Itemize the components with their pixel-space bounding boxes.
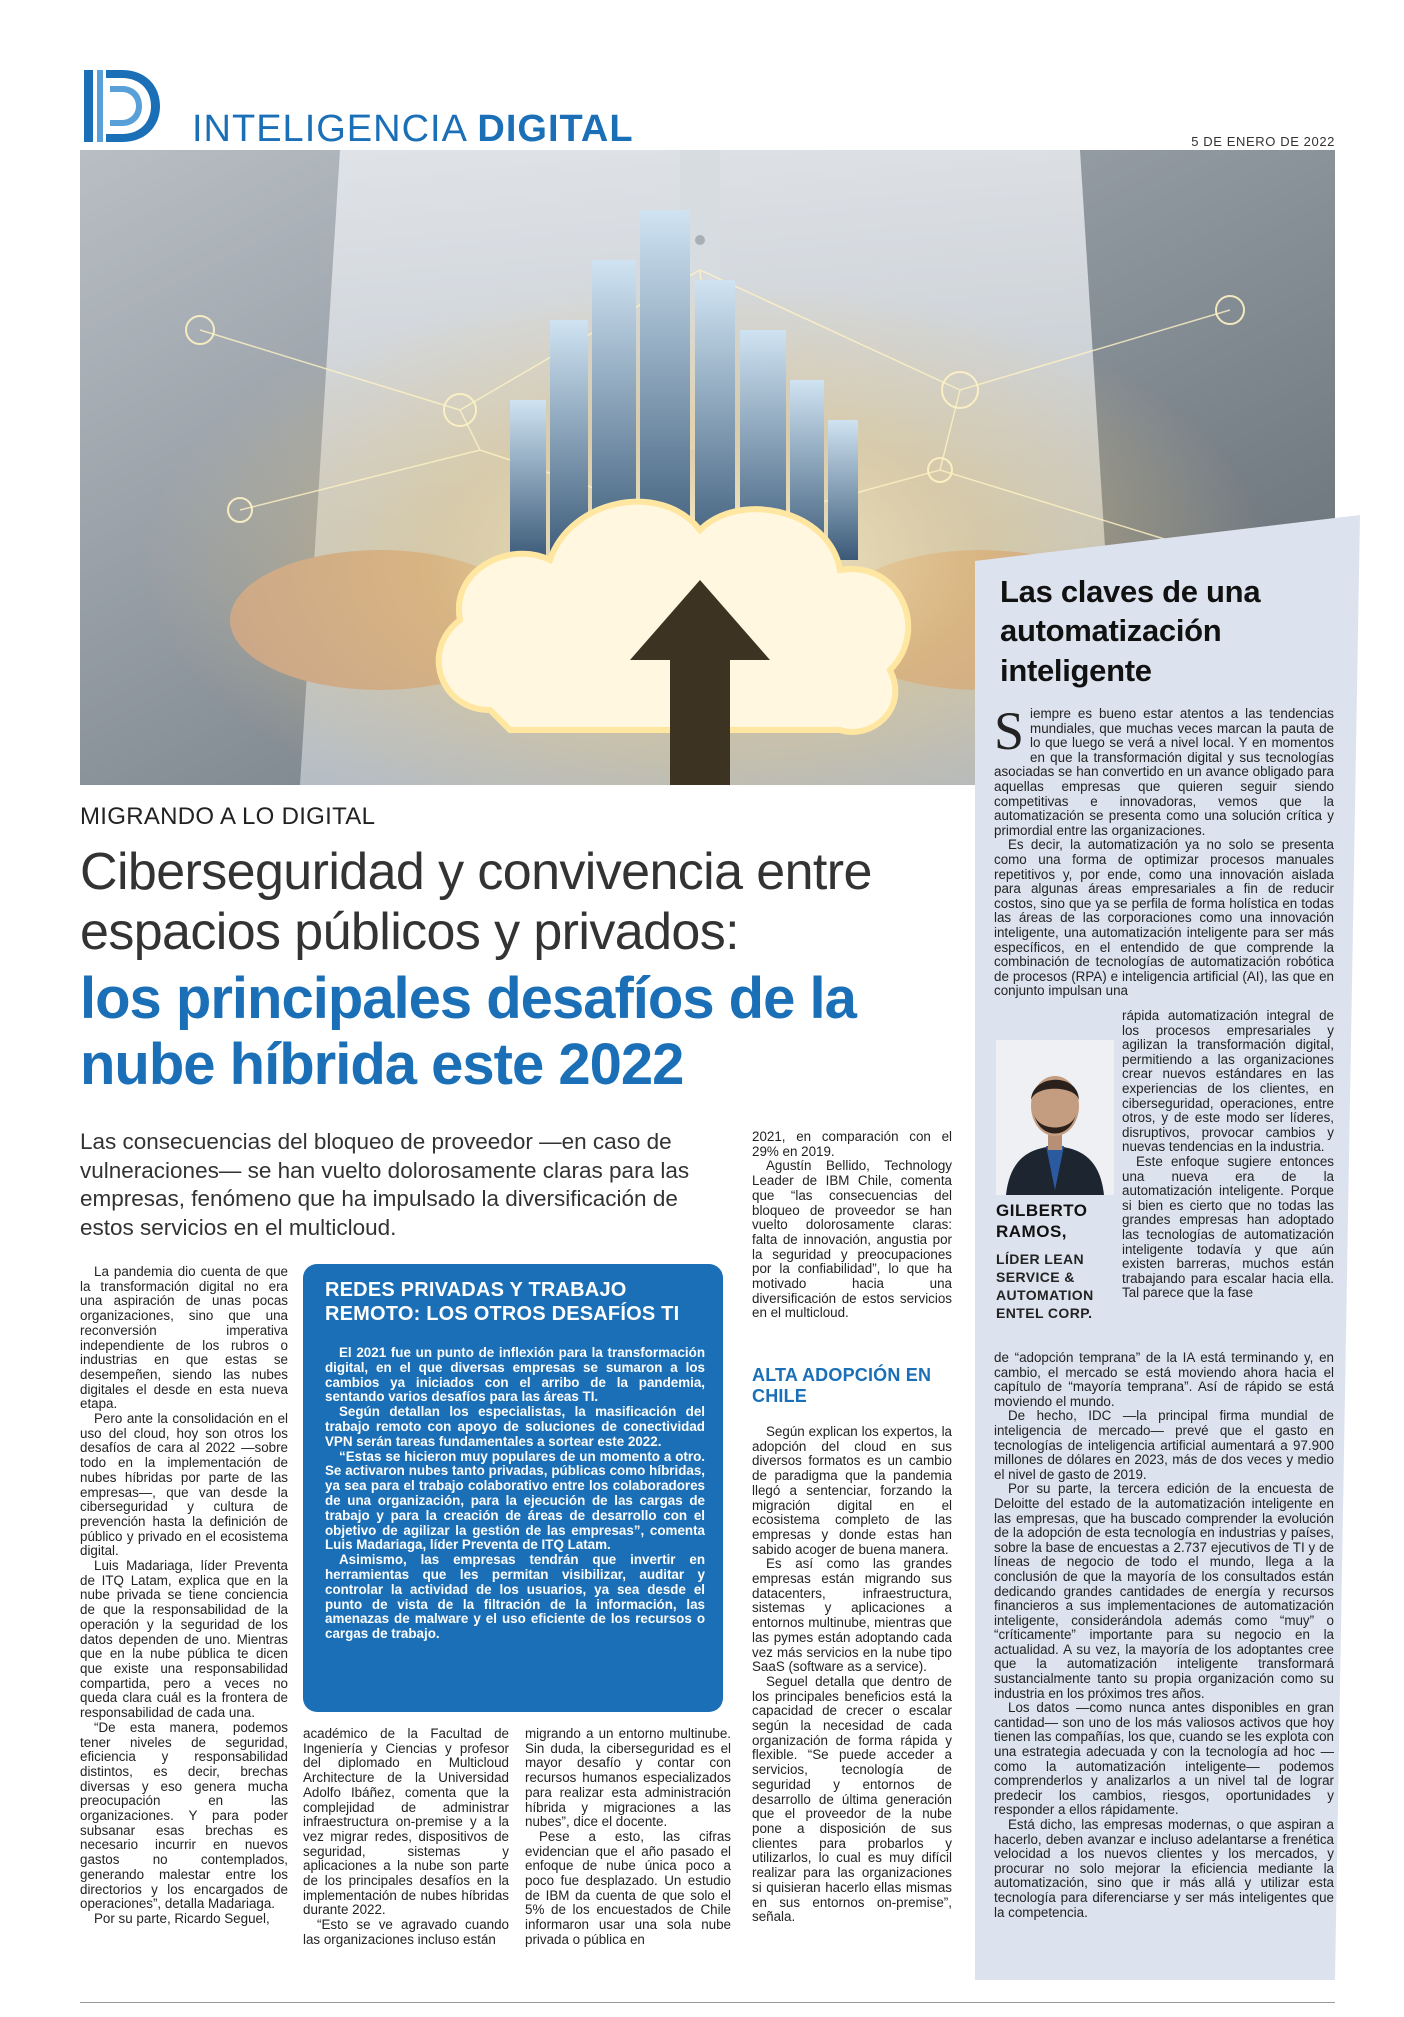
issue-date: 5 DE ENERO DE 2022 <box>1191 134 1335 149</box>
article-kicker: MIGRANDO A LO DIGITAL <box>80 803 376 830</box>
author-role: LÍDER LEAN SERVICE & AUTOMATION ENTEL CORP. <box>996 1251 1094 1321</box>
article-paragraph: La pandemia dio cuenta de que la transformación digital no era una aspiración de unas pocas organizaciones, sino que una reconversión imperativa independiente de los rubros o industrias en que estas se desempeñen, siendo las nubes digitales el desde en esta nueva etapa. <box>80 1264 288 1412</box>
sidebar-text-block-2 <box>1122 1009 1334 1301</box>
article-column-1 <box>80 1265 288 1927</box>
author-photo <box>996 1040 1114 1195</box>
sidebar-paragraph: Este enfoque sugiere entonces una nueva era de la automatización inteligente. Porque si bien es cierto que no todas las grandes empresas han adoptado las tecnologías de automatización inteligente todavía y que aún existen barreras, muchos están trabajando para escalar hacia ella. Tal parece que la fase <box>1122 1153 1334 1301</box>
publication-brand <box>192 108 634 151</box>
sidebar-paragraph: Por su parte, la tercera edición de la encuesta de Deloitte del estado de la automatización inteligente en las empresas, que ha buscado comprender la evolución de la adopción de esta tecnología en industrias y países, sobre la base de encuestas a 2.737 ejecutivos de TI y de líneas de negocio de todo el mundo, llega a la conclusión de que la mayoría de los consultados están dedicando grandes cantidades de energía y recursos financieros a sus implementaciones de automatización inteligente, considerándola además como “muy” o “críticamente” importante para su negocio en la actualidad. A su vez, la mayoría de los adoptantes cree que la automatización inteligente transformará sustancialmente tanto su propia organización como su industria en los próximos tres años. <box>994 1481 1334 1701</box>
headline-light: Ciberseguridad y convivencia entre espacios públicos y privados: <box>80 843 872 961</box>
logo <box>80 64 164 148</box>
article-paragraph: académico de la Facultad de Ingeniería y Ciencias y profesor del diplomado en Multicloud Architecture de la Universidad Adolfo Ibáñez, comenta que la complejidad de administrar infraestructura on-premise y a la vez migrar redes, dispositivos de seguridad, sistemas y aplicaciones a la nube son parte de los principales desafíos en la implementación de nubes híbridas durante 2022. <box>303 1726 509 1918</box>
sidebar-paragraph: De hecho, IDC —la principal firma mundial de inteligencia de mercado— prevé que el gasto en tecnologías de inteligencia artificial aumentará a 97.900 millones de dólares en 2023, más de dos veces y medio el nivel de gasto de 2019. <box>994 1408 1334 1482</box>
brand-bold-text: DIGITAL <box>477 108 634 150</box>
brand-light-text: INTELIGENCIA <box>192 108 478 150</box>
sidebar-paragraph: Está dicho, las empresas modernas, o que aspiran a hacerlo, deben avanzar e incluso adelantarse a frenética velocidad a los nuevos clientes y los mercados, y procurar no solo mejorar la eficiencia mediante la automatización, sino que ir más allá y utilizar esta tecnología para diferenciarse y ser más inteligentes que la competencia. <box>994 1817 1334 1920</box>
article-paragraph: migrando a un entorno multinube. Sin duda, la ciberseguridad es el mayor desafío y contar con recursos humanos especializados para realizar esta administración híbrida y migraciones a las nubes”, dice el docente. <box>525 1726 731 1830</box>
article-column-4-continued <box>752 1425 952 1925</box>
subheading-alta-adopcion: ALTA ADOPCIÓN EN CHILE <box>752 1365 932 1406</box>
sidebar-title: Las claves de una automatización inteligente <box>1000 574 1261 688</box>
box-paragraph: Según detallan los especialistas, la masificación del trabajo remoto con apoyo de soluciones de conectividad VPN serán tareas fundamentales a sortear este 2022. <box>325 1404 705 1449</box>
box-paragraph: El 2021 fue un punto de inflexión para la transformación digital, en el que diversas empresas se sumaron a los cambios ya iniciados con el arribo de la pandemia, sentando varios desafíos para las áreas TI. <box>325 1345 705 1405</box>
article-paragraph: 2021, en comparación con el 29% en 2019. <box>752 1129 952 1159</box>
article-lead: Las consecuencias del bloqueo de proveedor —en caso de vulneraciones— se han vuelto dolorosamente claras para las empresas, fenómeno que ha impulsado la diversificación de estos servicios en el multicloud. <box>80 1129 690 1240</box>
sidebar-text-block-3 <box>994 1351 1334 1920</box>
article-column-2 <box>303 1727 509 1948</box>
sidebar-paragraph: Es decir, la automatización ya no solo se presenta como una forma de optimizar procesos manuales repetitivos y, por ende, como una innovación aislada para algunas áreas empresariales a fin de reducir costos, sino que ya se perfila de forma holística en todas las áreas de las corporaciones como una innovación inteligente, una automatización inteligente para ser más específicos, en el entendido de que comprende la combinación de tecnologías de automatización robótica de procesos (RPA) e inteligencia artificial (AI), las que en conjunto impulsan una <box>994 837 1334 999</box>
sidebar-paragraph: de “adopción temprana” de la IA está terminando y, en cambio, el mercado se está moviendo ahora hacia el capítulo de “mayoría temprana”. Así de rápido se está moviendo el mundo. <box>994 1350 1334 1409</box>
article-paragraph: Según explican los expertos, la adopción del cloud en sus diversos formatos es un cambio de paradigma que la pandemia llegó a sentenciar, forzando la migración digital en el ecosistema completo de las empresas y donde estas han sabido acoger de buena manera. <box>752 1424 952 1557</box>
article-paragraph: Es así como las grandes empresas están migrando sus datacenters, infraestructura, sistemas y aplicaciones a entornos multinube, mientras que las pymes están adoptando cada vez más servicios en la nube tipo SaaS (software as a service). <box>752 1556 952 1675</box>
sidebar-paragraph-text: iempre es bueno estar atentos a las tendencias mundiales, que muchas veces marcan la pauta de lo que luego se verá a nivel local. Y en momentos en que la transformación digital y sus tecnologías asociadas se han convertido en un avance obligado para aquellas empresas que quieren seguir siendo competitivas e innovadoras, vemos que la automatización se presenta como una solución crítica y primordial entre las organizaciones. <box>994 706 1334 838</box>
sidebar-paragraph: Los datos —como nunca antes disponibles en gran cantidad— son uno de los más valiosos activos que hoy tienen las compañías, los que, cuando se les explota con una estrategia adecuada y con la tecnología ad hoc —como la automatización inteligente— podemos comprenderlos y analizarlos a un nivel tal de lograr predecir los cambios, riesgos, oportunidades y responder a ellos rápidamente. <box>994 1700 1334 1818</box>
article-paragraph: Seguel detalla que dentro de los principales beneficios está la capacidad de crecer o escalar según la necesidad de cada organización de forma rápida y flexible. “Se puede acceder a servicios, tecnología de seguridad y entornos de desarrollo de última generación que el proveedor de la nube pone a disposición de sus clientes para probarlos y utilizarlos, lo cual es muy difícil realizar para las organizaciones si quisieran hacerlo ellas mismas en sus entornos on-premise”, señala. <box>752 1673 952 1925</box>
article-paragraph: Agustín Bellido, Technology Leader de IBM Chile, comenta que “las consecuencias del bloqueo de proveedor se han vuelto dolorosamente claras: falta de innovación, angustia por la seguridad y preocupaciones por la confiabilidad”, lo que ha motivado hacia una diversificación de estos servicios en el multicloud. <box>752 1158 952 1321</box>
article-column-4 <box>752 1130 952 1321</box>
dropcap: S <box>994 701 1025 761</box>
article-paragraph: Pero ante la consolidación en el uso del cloud, hoy son otros los desafíos de cara al 2022 —sobre todo en la implementación de nubes híbridas por parte de las empresas—, que van desde la ciberseguridad y cultura de prevención hasta la definición de público y privado en el ecosistema digital. <box>80 1411 288 1559</box>
article-paragraph: Pese a esto, las cifras evidencian que el año pasado el enfoque de nube única poco a poco fue desplazado. Un estudio de IBM da cuenta de que solo el 5% de los encuestados de Chile informaron usar una sola nube privada o pública en <box>525 1828 731 1947</box>
logo-id-icon <box>80 64 164 148</box>
author-portrait-icon <box>996 1040 1114 1195</box>
article-paragraph: Por su parte, Ricardo Seguel, <box>94 1910 270 1926</box>
highlight-box <box>303 1264 723 1712</box>
author-name: GILBERTO RAMOS, <box>996 1201 1088 1241</box>
article-paragraph: Luis Madariaga, líder Preventa de ITQ Latam, explica que en la nube privada se tiene conciencia de que la responsabilidad de la operación y la seguridad de los datos dependen de uno. Mientras que en la nube pública te dicen que existe una responsabilidad compartida, pero a veces no queda clara cuál es la frontera de responsabilidad de cada una. <box>80 1558 288 1721</box>
box-paragraph: “Estas se hicieron muy populares de un momento a otro. Se activaron nubes tanto privadas, públicas como híbridas, ya sea para el trabajo colaborativo entre los colaboradores de una organización, para la ejecución de las cargas de trabajo y para la creación de áreas de desarrollo con el objetivo de agilizar la gestión de las empresas”, comenta Luis Madariaga, líder Preventa de ITQ Latam. <box>325 1448 705 1553</box>
box-paragraph: Asimismo, las empresas tendrán que invertir en herramientas que les permitan visibilizar, auditar y controlar la actividad de los usuarios, ya sea desde el punto de vista de la filtración de la información, las amenazas de malware y el uso eficiente de los recursos o cargas de trabajo. <box>325 1552 705 1642</box>
sidebar-paragraph <box>994 701 1334 838</box>
article-column-3 <box>525 1727 731 1948</box>
article-paragraph: “Esto se ve agravado cuando las organizaciones incluso están <box>303 1917 509 1947</box>
highlight-box-title: REDES PRIVADAS Y TRABAJO REMOTO: LOS OTROS DESAFÍOS TI <box>325 1279 680 1325</box>
bottom-divider <box>80 2002 1335 2003</box>
sidebar-paragraph: rápida automatización integral de los procesos empresariales y agilizan la transformación digital, permitiendo a las organizaciones crear nuevos estándares en las experiencias de los clientes, en ciberseguridad, operaciones, entre otros, y de este modo ser líderes, disruptivos, provocar cambios y nuevas tendencias en la industria. <box>1122 1008 1334 1155</box>
sidebar-text-block-1 <box>994 701 1334 999</box>
headline-bold: los principales desafíos de la nube híbrida este 2022 <box>80 966 856 1097</box>
highlight-box-text <box>325 1346 705 1642</box>
article-paragraph: “De esta manera, podemos tener niveles de seguridad, eficiencia y responsabilidad distintos, es decir, brechas diversas y eso genera mucha preocupación en las organizaciones. Y para poder subsanar esas brechas es necesario incurrir en nuevos gastos no contemplados, generando malestar entre los directorios y los encargados de operaciones”, detalla Madariaga. <box>80 1719 288 1912</box>
